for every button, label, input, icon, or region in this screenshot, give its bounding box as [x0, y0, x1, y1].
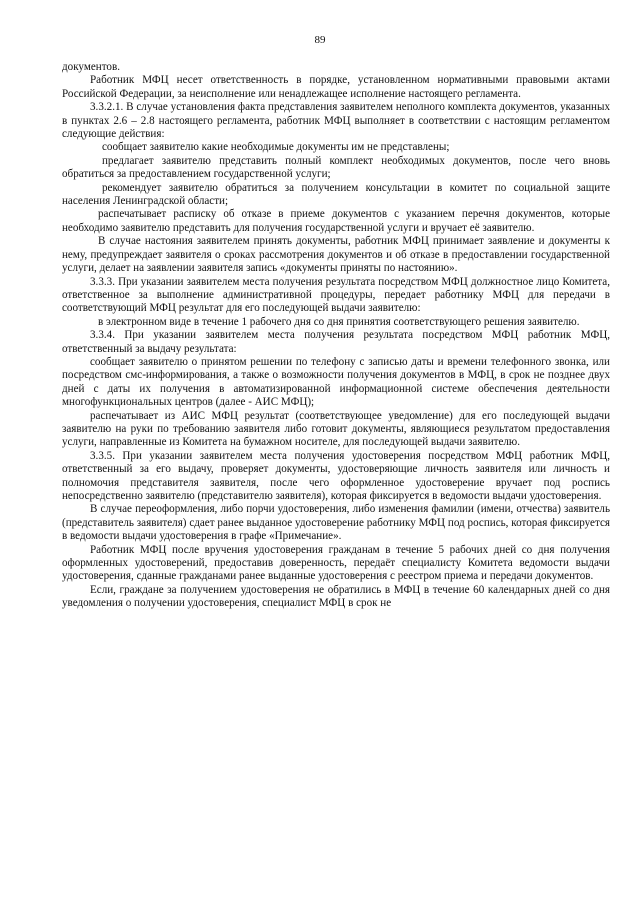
paragraph: распечатывает расписку об отказе в приеме документов с указанием перечня документов, которые необходимо заявителю представить для получения государственной услуги и вручает её заявителю. — [62, 208, 610, 234]
paragraph: сообщает заявителю о принятом решении по телефону с записью даты и времени телефонного звонка, или посредством смс-информирования, а также о возможности получения документов в МФЦ, в срок не позднее двух дней с даты их получения в автоматизированной информационной системе обеспечения деятельности многофункциональных центров (далее - АИС МФЦ); — [62, 355, 610, 409]
paragraph: сообщает заявителю какие необходимые документы им не представлены; — [102, 141, 450, 154]
paragraph: 3.3.5. При указании заявителем места получения удостоверения посредством МФЦ работник МФЦ, ответственный за его выдачу, проверяет документы, удостоверяющие личность заявителя или личность и полномочия представителя заявителя, после чего оформленное удостоверение вручает под роспись непосредственно заявителю (представителю заявителя), которая фиксируется в ведомости выдачи удостоверения. — [62, 449, 610, 502]
paragraph: В случае настояния заявителем принять документы, работник МФЦ принимает заявление и документы к нему, предупреждает заявителя о сроках рассмотрения документов и об отказе в предоставлении государственной услуги, делает на заявлении заявителя запись «документы приняты по настоянию». — [62, 235, 610, 275]
paragraph: документов. — [62, 61, 120, 73]
paragraph: 3.3.4. При указании заявителем места получения результата посредством МФЦ работник МФЦ, ответственный за выдачу результата: — [62, 329, 610, 355]
paragraph: В случае переоформления, либо порчи удостоверения, либо изменения фамилии (имени, отчества) заявитель (представитель заявителя) сдает ранее выданное удостоверение работнику МФЦ под роспись, которая фиксируется в ведомости выдачи удостоверения в графе «Примечание». — [62, 503, 610, 543]
paragraph: предлагает заявителю представить полный комплект необходимых документов, после чего вновь обратиться за предоставлением государственной услуги; — [62, 154, 610, 181]
paragraph: 3.3.2.1. В случае установления факта представления заявителем неполного комплекта документов, указанных в пунктах 2.6 – 2.8 настоящего регламента, работник МФЦ выполняет в соответствии с настоящим регламентом следующие действия: — [62, 101, 610, 141]
paragraph: 3.3.3. При указании заявителем места получения результата посредством МФЦ должностное лицо Комитета, ответственное за выполнение административной процедуры, передает работнику МФЦ для передачи в соответствующий МФЦ результат для его последующей выдачи заявителю: — [62, 275, 610, 315]
page-number: 89 — [314, 34, 326, 46]
paragraph: Работник МФЦ после вручения удостоверения гражданам в течение 5 рабочих дней со дня получения оформленных удостоверений, предоставив доверенность, передаёт специалисту Комитета ведомости выдачи удостоверения, сданные гражданами ранее выданные удостоверения с реестром приема и передачи документов. — [62, 543, 610, 583]
paragraph: распечатывает из АИС МФЦ результат (соответствующее уведомление) для его последующей выдачи заявителю на руки по требованию заявителя либо готовит документы, являющиеся результатом предоставления услуги, направленные из Комитета на бумажном носителе, для последующей выдачи заявителю. — [62, 409, 610, 449]
paragraph: Если, граждане за получением удостоверения не обратились в МФЦ в течение 60 календарных дней со дня уведомления о получении удостоверения, специалист МФЦ в срок не — [62, 583, 610, 610]
paragraph: Работник МФЦ несет ответственность в порядке, установленном нормативными правовыми актами Российской Федерации, за неисполнение или ненадлежащее исполнение настоящего регламента. — [62, 74, 610, 100]
paragraph: рекомендует заявителю обратиться за получением консультации в комитет по социальной защите населения Ленинградской области; — [62, 181, 610, 208]
paragraph: в электронном виде в течение 1 рабочего дня со дня принятия соответствующего решения заявителю. — [98, 315, 580, 328]
document-body — [62, 61, 610, 611]
